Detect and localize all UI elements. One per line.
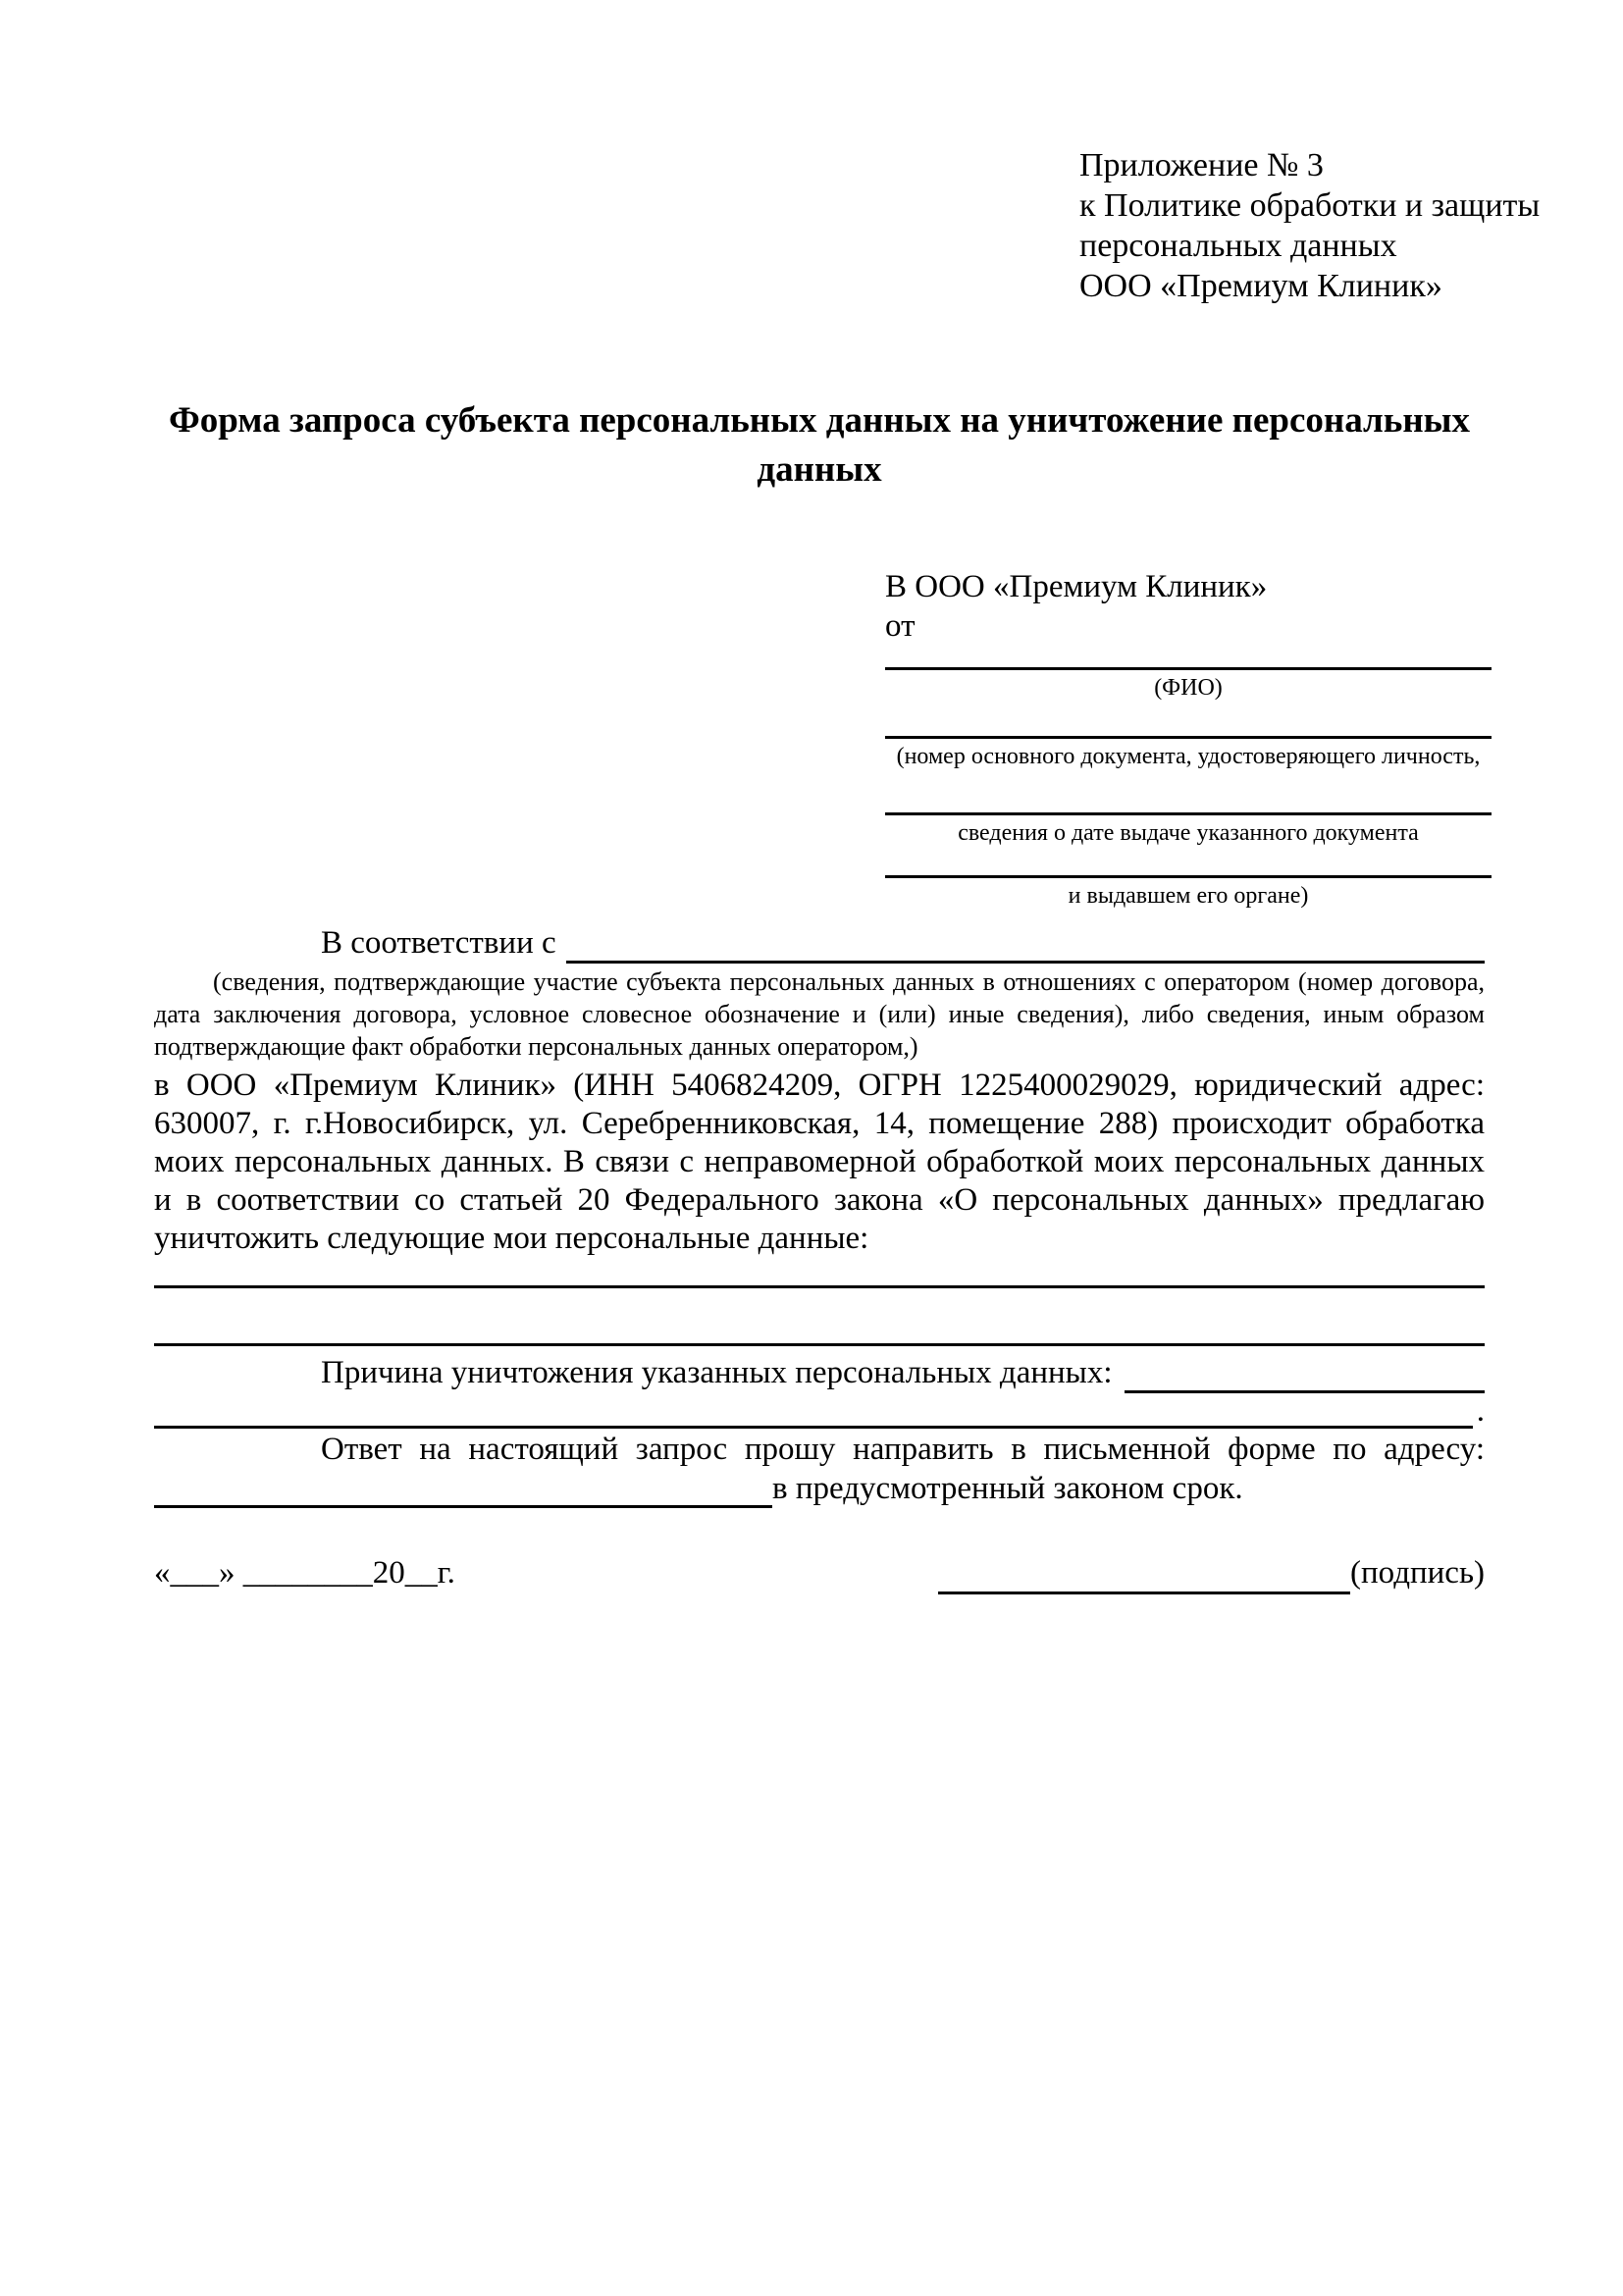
document-number-field	[885, 703, 1492, 771]
issue-date-field	[885, 771, 1492, 848]
data-to-destroy-blank-line-1	[154, 1258, 1485, 1288]
issuing-authority-field	[885, 848, 1492, 911]
signature-blank-line	[938, 1552, 1350, 1594]
reason-blank-line-2	[154, 1426, 1473, 1429]
reason-label: Причина уничтожения указанных персональных данных:	[321, 1355, 1113, 1390]
issue-date-blank-line	[885, 771, 1492, 815]
reason-blank-line	[1125, 1390, 1485, 1393]
appendix-header	[1079, 145, 1540, 306]
accordance-label: В соответствии с	[321, 925, 556, 961]
addressee-from: от	[885, 608, 916, 644]
reason-row	[154, 1352, 1485, 1393]
main-paragraph: в ООО «Премиум Клиник» (ИНН 5406824209, ОГРН 1225400029029, юридический адрес: 630007, г. г.Новосибирск, ул. Серебренниковская, 14, помещение 288) происходит обработка моих персональных данных. В связи с неправомерной обработкой моих персональных данных и в соответствии со статьей 20 Федерального закона «О персональных данных» предлагаю уничтожить следующие мои персональные данные:	[154, 1068, 1485, 1256]
addressee-to: В ООО «Премиум Клиник»	[885, 569, 1268, 604]
document-number-blank-line	[885, 703, 1492, 739]
response-address-row	[154, 1469, 1485, 1508]
signature-group	[938, 1551, 1485, 1594]
reason-end-period: .	[1476, 1393, 1485, 1429]
issuing-authority-blank-line	[885, 848, 1492, 878]
addressee-block	[885, 567, 1492, 911]
date-signature-row	[154, 1551, 1485, 1594]
fio-caption: (ФИО)	[1154, 675, 1223, 701]
document-title: Форма запроса субъекта персональных данных на уничтожение персональных данных	[168, 400, 1471, 490]
accordance-row	[154, 922, 1485, 964]
document-number-caption: (номер основного документа, удостоверяющего личность,	[896, 744, 1481, 769]
date-blank-text: «___» ________20__г.	[154, 1555, 455, 1591]
response-paragraph: Ответ на настоящий запрос прошу направить в письменной форме по адресу:	[321, 1432, 1485, 1467]
accordance-blank-line	[566, 961, 1485, 964]
issue-date-caption: сведения о дате выдаче указанного документа	[958, 820, 1419, 846]
appendix-header-line: Приложение № 3	[1079, 147, 1324, 183]
signature-caption: (подпись)	[1350, 1555, 1485, 1591]
reason-continuation-row	[154, 1393, 1485, 1429]
appendix-header-line: к Политике обработки и защиты	[1079, 187, 1541, 224]
appendix-header-line: ООО «Премиум Клиник»	[1079, 268, 1442, 304]
response-tail-text: в предусмотренный законом срок.	[772, 1471, 1243, 1506]
issuing-authority-caption: и выдавшем его органе)	[1068, 883, 1309, 909]
fio-field	[885, 646, 1492, 703]
accordance-fine-print: (сведения, подтверждающие участие субъекта персональных данных в отношениях с оператором (номер договора, дата заключения договора, условное словесное обозначение и (или) иные сведения), либо сведения, иным образом подтверждающие факт обработки персональных данных оператором,)	[154, 967, 1485, 1061]
data-to-destroy-blank-line-2	[154, 1288, 1485, 1346]
response-address-blank-line	[154, 1505, 772, 1508]
fio-blank-line	[885, 646, 1492, 670]
appendix-header-line: персональных данных	[1079, 228, 1397, 264]
body-section	[154, 922, 1485, 1594]
